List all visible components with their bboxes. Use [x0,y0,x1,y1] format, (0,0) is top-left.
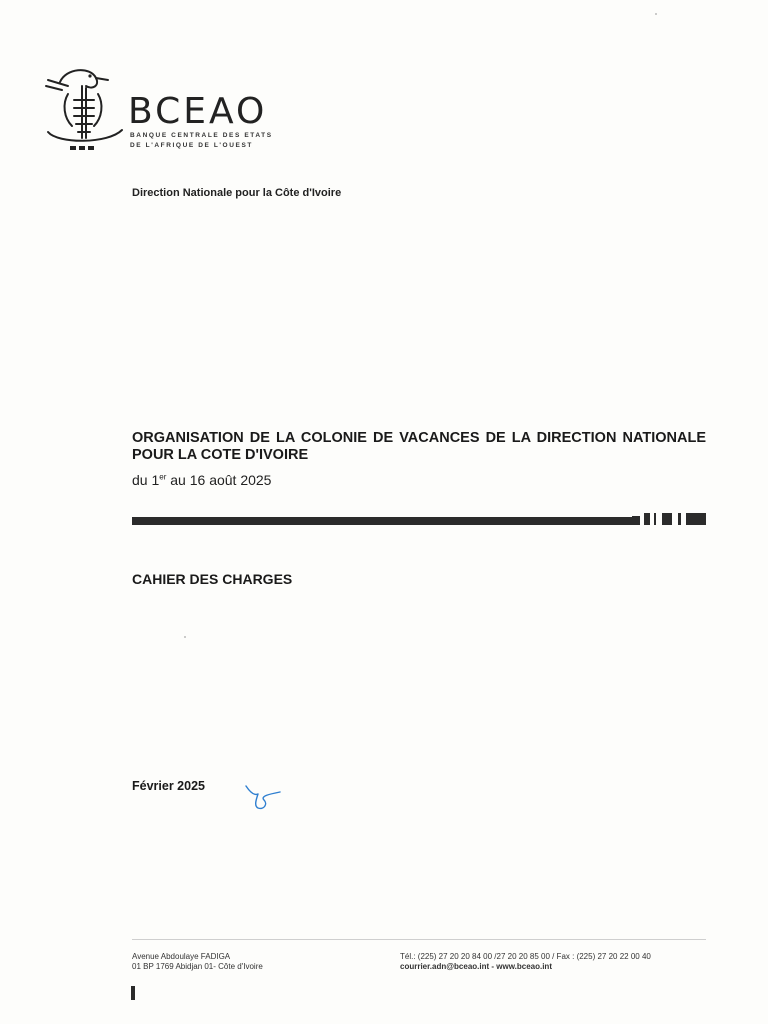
footer-address-line-1: Avenue Abdoulaye FADIGA [132,952,231,961]
title-divider-rule [132,513,708,527]
period-suffix: au 16 août 2025 [166,472,272,488]
period-prefix: du 1 [132,472,160,488]
handwritten-initials [242,782,284,812]
scan-speck [655,13,657,15]
bceao-emblem-icon [38,60,130,160]
document-period [132,472,271,488]
document-type: CAHIER DES CHARGES [132,571,293,587]
footer-contact-phone: Tél.: (225) 27 20 20 84 00 /27 20 20 85 00 / Fax : (225) 27 20 22 00 40 [400,952,651,961]
document-date: Février 2025 [132,779,205,793]
footer-contact [400,952,651,972]
brand-subtitle-line-1: BANQUE CENTRALE DES ETATS [130,132,273,139]
scan-mark [131,986,135,1000]
document-title: ORGANISATION DE LA COLONIE DE VACANCES DE LA DIRECTION NATIONALE POUR LA COTE D'IVOIRE [132,430,706,463]
brand-name: BCEAO [128,91,268,132]
footer-address-line-2: 01 BP 1769 Abidjan 01- Côte d'Ivoire [132,962,263,971]
brand-subtitle-line-2: DE L'AFRIQUE DE L'OUEST [130,142,253,149]
footer-address [132,952,263,972]
issuing-direction: Direction Nationale pour la Côte d'Ivoire [132,187,342,199]
period-ordinal: er [159,472,167,482]
footer-contact-web: courrier.adn@bceao.int - www.bceao.int [400,962,552,971]
footer-separator [132,939,706,940]
scan-speck [184,636,186,638]
